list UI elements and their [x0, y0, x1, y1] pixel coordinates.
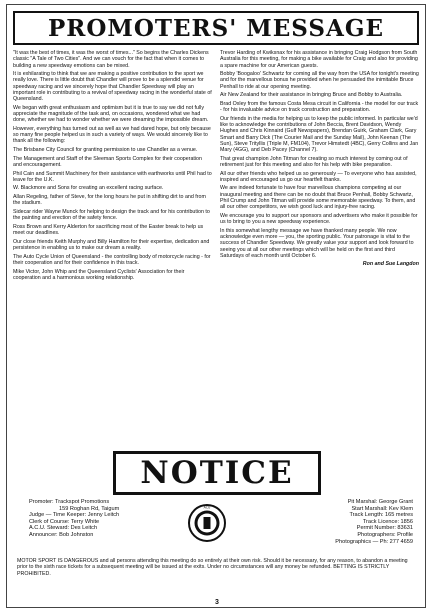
acu-seal-logo — [187, 503, 227, 543]
seal-text: ACU — [203, 505, 211, 510]
paragraph: Phil Cain and Summit Machinery for their assistance with earthworks until Phil had to leave for the U.K. — [13, 170, 212, 183]
official-line: Pit Marshal: George Grant — [347, 499, 413, 505]
paragraph: That great champion John Titman for creating so much interest by coming out of retirement just for this meeting and also for his help with bike preparation. — [220, 155, 408, 168]
official-line: Start Marshall: Kev Klem — [351, 505, 413, 512]
paragraph: "It was the best of times, it was the worst of times..." So begins the Charles Dickens classic "A Tale of Two Cities". And we can vouch for the fact that when it comes to building a new speedway emotions can be mixed. — [13, 50, 209, 69]
officials-right — [263, 499, 413, 545]
paragraph: Brad Oxley from the famous Costa Mesa circuit in California - the model for our track - for his invaluable advice on track construction and preparation. — [220, 100, 419, 114]
message-columns — [13, 50, 419, 450]
paragraph: It is exhilarating to think that we are making a positive contribution to the sport we really love. There is little doubt that Chandler will prove to be a splendid venue for speedway racing and we sincerely hope that Chandler Speedway will play an important role in contributing to a revival of speedway racing in the wonderful state of Queensland. — [13, 71, 212, 103]
paragraph: Sidecar rider Wayne Munck for helping to design the track and for his contribution to the painting and erection of the safety fence. — [13, 209, 210, 222]
page-title: PROMOTERS' MESSAGE — [47, 14, 385, 42]
paragraph: Trevor Harding of Kwiksnax for his assistance in bringing Craig Hodgson from South Australia for this meeting, for making a bike available for Craig and also for providing a spare machine for our American guests. — [220, 50, 418, 69]
paragraph: However, everything has turned out as well as we had dared hope, but only because so many fine people helped us in such a variety of ways. We would sincerely like to thank all the following: — [13, 125, 211, 145]
paragraph: The Management and Staff of the Sleeman Sports Complex for their cooperation and encouragement. — [13, 155, 202, 168]
paragraph: We are indeed fortunate to have four marvellous champions competing at our inaugural meeting and there can be no doubt that Bruce Penhall, Bobby Schwartz, Phil Crump and John Titman will provide some memorable speedway. To them, and all our other competitors, we wish good luck and injury-free racing. — [220, 185, 416, 211]
official-line: Photographers: Profile — [357, 531, 413, 538]
signature: Ron and Sue Langdon — [362, 261, 419, 268]
paragraph: Our close friends Keith Murphy and Billy Hamilton for their expertise, dedication and persistence in enabling us to make our dream a reality. — [13, 238, 210, 252]
official-line: Announcer: Bob Johnston — [29, 531, 94, 538]
magazine-page — [6, 4, 426, 608]
paragraph: All our other friends who helped us so generously — To everyone who has assisted, inspired and encouraged us go our heartfelt thanks. — [220, 170, 417, 183]
promoters-message-banner — [13, 11, 419, 45]
officials-left — [29, 499, 179, 539]
right-column — [220, 50, 419, 450]
notice-banner — [113, 451, 321, 495]
official-line: Judge — Time Keeper: Jenny Leitch — [29, 512, 120, 519]
official-line: A.C.U. Steward: Des Leitch — [29, 525, 98, 532]
official-line: Permit Number: 83631 — [356, 525, 413, 532]
official-line: Track Licence: 1856 — [362, 518, 413, 525]
official-line: Promoter: Trackspot Promotions — [29, 499, 110, 505]
paragraph: Our friends in the media for helping us to keep the public informed. In particular we'd like to acknowledge the contributions of John Beccia, Brent Davidson, Wendy Hughes and Chris Kinnaird (Gulf Newspapers), Brendan Guirk, Graham Clark, Gary Smart and Barry Dick (The Courier Mail and the Sunday Mail), John Keenan (The Sun), Steve Trityllis (Triple M, FM104), Trevor Himstedt (4BC), Gerry Collins and Jan Mary (4GG), and Deb Pacey (Channel 7). — [220, 115, 419, 154]
page-number: 3 — [215, 599, 219, 606]
paragraph: The Auto Cycle Union of Queensland - the controlling body of motorcycle racing - for their cooperation and for their confidence in this track. — [13, 253, 211, 266]
paragraph: We began with great enthusiasm and optimism but it is true to say we did not fully appreciate the magnitude of the task and, on occasions, wondered what we had done, whether we had to wonder whether we were dreaming the impossible dream. — [13, 104, 209, 124]
official-line: Track Length: 165 metres — [349, 512, 413, 519]
paragraph: Bobby 'Boogaloo' Schwartz for coming all the way from the USA for tonight's meeting and for the marvellous bonus he provided when he persuaded the inimitable Bruce Penhall to ride at our opening meeting. — [220, 71, 419, 90]
safety-warning: MOTOR SPORT IS DANGEROUS and all persons attending this meeting do so entirely at their own risk. Should it be necessary, for any reason, to abandon a meeting prior to the sixth race tickets for a subsequent meeting will be issued at the exits. Under no circumstances will any money be refunded. BETTING IS STRICTLY PROHIBITED. — [17, 558, 408, 577]
official-line: Photographics — Ph: 277 4659 — [335, 538, 413, 545]
paragraph: We encourage you to support our sponsors and advertisers who make it possible for us to bring to you a new speedway experience. — [220, 212, 418, 226]
paragraph: Air New Zealand for their assistance in bringing Bruce and Bobby to Australia. — [220, 92, 403, 99]
notice-title: NOTICE — [140, 455, 294, 491]
left-column — [13, 50, 212, 450]
official-line: Clerk of Course: Terry White — [29, 518, 100, 525]
paragraph: Mike Victor, John Whip and the Queensland Cyclists' Association for their cooperation and a harmonious working relationship. — [13, 268, 185, 281]
paragraph: The Brisbane City Council for granting permission to use Chandler as a venue. — [13, 147, 198, 154]
paragraph: Allan Regeling, father of Steve, for the long hours he put in shifting dirt to and from the stadium. — [13, 194, 206, 207]
paragraph: In this somewhat lengthy message we have thanked many people. We now acknowledge even more — you, the sporting public. Your patronage is vital to the success of Chandler Speedway. We greatly value your support and look forward to seeing you at all our other meetings which will be held on the first and third Saturdays of each month until October 6. — [220, 227, 414, 259]
paragraph: Ross Brown and Kerry Alderton for sacrificing most of the Easter break to help us meet our deadlines. — [13, 223, 204, 237]
paragraph: W. Blackmore and Sons for creating an excellent racing surface. — [13, 185, 164, 192]
official-line: 159 Roghan Rd, Taigum — [59, 505, 120, 512]
